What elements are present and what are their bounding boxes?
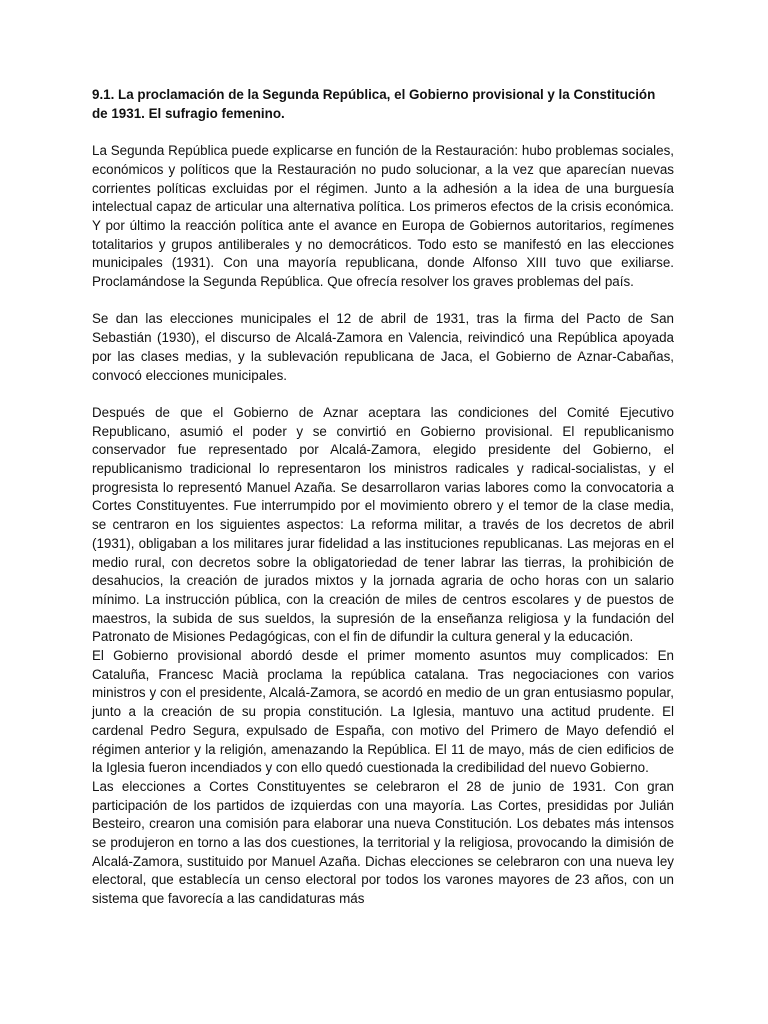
paragraph-restauracion: La Segunda República puede explicarse en función de la Restauración: hubo problemas sociales, económicos y políticos que la Restauración no pudo solucionar, a la vez que aparecían nuevas corrientes políticas excluidas por el régimen. Junto a la adhesión a la idea de una burguesía intelectual capaz de articular una alternativa política. Los primeros efectos de la crisis económica. Y por último la reacción política ante el avance en Europa de Gobiernos autoritarios, regímenes totalitarios y grupos antiliberales y no democráticos. Todo esto se manifestó en las elecciones municipales (1931). Con una mayoría republicana, donde Alfonso XIII tuvo que exiliarse. Proclamándose la Segunda República. Que ofrecía resolver los graves problemas del país. <box>92 143 674 290</box>
paragraph-cortes-constituyentes: Las elecciones a Cortes Constituyentes se celebraron el 28 de junio de 1931. Con gran participación de los partidos de izquierdas con una mayoría. Las Cortes, presididas por Julián Besteiro, crearon una comisión para elaborar una nueva Constitución. Los debates más intensos se produjeron en torno a las dos cuestiones, la territorial y la religiosa, provocando la dimisión de Alcalá-Zamora, sustituido por Manuel Azaña. Dichas elecciones se celebraron con una nueva ley electoral, que establecía un censo electoral por todos los varones mayores de 23 años, con un sistema que favorecía a las candidaturas más <box>92 778 674 907</box>
paragraph-gobierno-provisional: Después de que el Gobierno de Aznar aceptara las condiciones del Comité Ejecutivo Republicano, asumió el poder y se convirtió en Gobierno provisional. El republicanismo conservador fue representado por Alcalá-Zamora, elegido presidente del Gobierno, el republicanismo tradicional lo representaron los ministros radicales y radical-socialistas, y el progresista lo representó Manuel Azaña. Se desarrollaron varias labores como la convocatoria a Cortes Constituyentes. Fue interrumpido por el movimiento obrero y el temor de la clase media, se centraron en los siguientes aspectos: La reforma militar, a través de los decretos de abril (1931), obligaban a los militares jurar fidelidad a las instituciones republicanas. Las mejoras en el medio rural, con decretos sobre la obligatoriedad de tener labrar las tierras, la prohibición de desahucios, la creación de jurados mixtos y la jornada agraria de ocho horas con un salario mínimo. La instrucción pública, con la creación de miles de centros escolares y de puestos de maestros, la subida de sus sueldos, la supresión de la enseñanza religiosa y la fundación del Patronato de Misiones Pedagógicas, con el fin de difundir la cultura general y la educación. <box>92 404 674 645</box>
document-title: 9.1. La proclamación de la Segunda República, el Gobierno provisional y la Constitución de 1931. El sufragio femenino. <box>92 87 656 121</box>
document-page <box>92 86 674 909</box>
paragraph-elecciones-municipales: Se dan las elecciones municipales el 12 de abril de 1931, tras la firma del Pacto de San Sebastián (1930), el discurso de Alcalá-Zamora en Valencia, reivindicó una República apoyada por las clases medias, y la sublevación republicana de Jaca, el Gobierno de Aznar-Cabañas, convocó elecciones municipales. <box>92 311 674 383</box>
paragraph-asuntos-complicados: El Gobierno provisional abordó desde el primer momento asuntos muy complicados: En Cataluña, Francesc Macià proclama la república catalana. Tras negociaciones con varios ministros y con el presidente, Alcalá-Zamora, se acordó en medio de un gran entusiasmo popular, junto a la creación de su propia constitución. La Iglesia, mantuvo una actitud prudente. El cardenal Pedro Segura, expulsado de España, con motivo del Primero de Mayo defendió el régimen anterior y la religión, amenazando la República. El 11 de mayo, más de cien edificios de la Iglesia fueron incendiados y con ello quedó cuestionada la credibilidad del nuevo Gobierno. <box>92 648 674 776</box>
